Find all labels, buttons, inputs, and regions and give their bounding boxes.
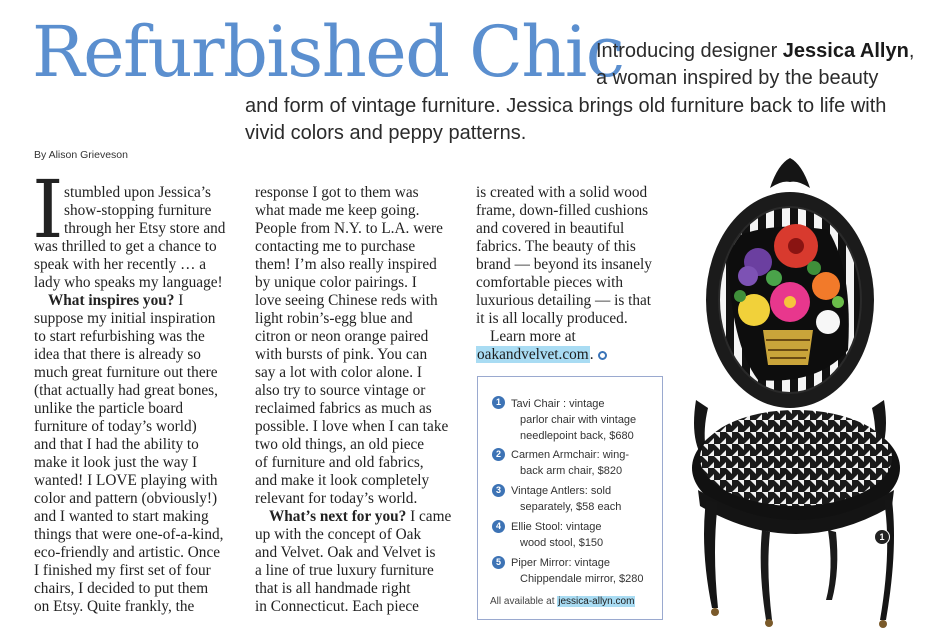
number-badge-icon: 2 bbox=[492, 448, 505, 461]
product-text bbox=[511, 396, 636, 444]
product-line: Vintage Antlers: sold bbox=[511, 485, 612, 497]
product-line: Carmen Armchair: wing- bbox=[511, 449, 629, 461]
chair-crest bbox=[770, 158, 810, 188]
product-line: Tavi Chair : vintage bbox=[511, 398, 605, 410]
text-line: with bursts of pink. You can bbox=[255, 346, 428, 363]
text-line: in Connecticut. Each piece bbox=[255, 598, 419, 615]
product-line: parlor chair with vintage bbox=[520, 414, 637, 426]
text-line: and covered in beautiful bbox=[476, 220, 625, 237]
product-text bbox=[511, 555, 644, 587]
text: . bbox=[589, 346, 594, 363]
number-badge-icon: 5 bbox=[492, 556, 505, 569]
intro-line-2: a woman inspired by the beauty bbox=[596, 67, 879, 89]
learn-more-text: Learn more at bbox=[490, 328, 576, 345]
text-line: reclaimed fabrics as much as bbox=[255, 400, 432, 417]
text-line: it is all locally produced. bbox=[476, 310, 628, 327]
text-line: fabrics. The beauty of this bbox=[476, 238, 636, 255]
sidebar-footer bbox=[490, 596, 635, 607]
text-line: light robin’s-egg blue and bbox=[255, 310, 413, 327]
text-line: wanted! I LOVE playing with bbox=[34, 472, 218, 489]
intro-text: Introducing designer bbox=[596, 40, 783, 62]
text-line: much great furniture out there bbox=[34, 364, 218, 381]
jessica-allyn-link[interactable]: jessica-allyn.com bbox=[558, 596, 635, 607]
intro-line-3: and form of vintage furniture. Jessica brings old furniture back to life with bbox=[245, 95, 887, 117]
question-heading: What’s next for you? bbox=[269, 508, 407, 525]
article-column-2 bbox=[255, 184, 460, 616]
product-line: Ellie Stool: vintage bbox=[511, 521, 602, 533]
link-circle-icon bbox=[598, 351, 607, 360]
text-line: eco-friendly and artistic. Once bbox=[34, 544, 221, 561]
byline: By Alison Grieveson bbox=[34, 149, 128, 161]
text-line: show-stopping furniture bbox=[64, 202, 212, 219]
article-column-1 bbox=[34, 184, 234, 616]
text-line: and I wanted to start making bbox=[34, 508, 209, 525]
text-line: furniture of today’s world) bbox=[34, 418, 197, 435]
footer-text: All available at bbox=[490, 596, 558, 607]
text-line: citron or neon orange paired bbox=[255, 328, 429, 345]
intro-text: , bbox=[908, 40, 915, 62]
oakandvelvet-link[interactable]: oakandvelvet.com bbox=[477, 346, 589, 363]
product-line: needlepoint back, $680 bbox=[520, 430, 634, 442]
drop-cap: I bbox=[32, 163, 64, 256]
text-line: also try to source vintage or bbox=[255, 382, 426, 399]
text-line: by unique color pairings. I bbox=[255, 274, 417, 291]
text-line: what made me keep going. bbox=[255, 202, 420, 219]
text-line: chairs, I decided to put them bbox=[34, 580, 209, 597]
intro-line-1 bbox=[596, 38, 914, 65]
product-line: back arm chair, $820 bbox=[520, 465, 623, 477]
text-line: idea that there is already so bbox=[34, 346, 201, 363]
text-line: possible. I love when I can take bbox=[255, 418, 449, 435]
text-line: comfortable pieces with bbox=[476, 274, 623, 291]
text-line: response I got to them was bbox=[255, 184, 419, 201]
text-line: make it look just the way I bbox=[34, 454, 198, 471]
chair-photo bbox=[678, 150, 914, 630]
text-line: and make it look completely bbox=[255, 472, 430, 489]
product-line: separately, $58 each bbox=[520, 501, 622, 513]
text-line: through her Etsy store and bbox=[64, 220, 226, 237]
text-line: (that actually had great bones, bbox=[34, 382, 218, 399]
link-line bbox=[476, 346, 666, 364]
article-column-3 bbox=[476, 184, 666, 364]
text-line: them! I’m also really inspired bbox=[255, 256, 437, 273]
number-badge-icon: 3 bbox=[492, 484, 505, 497]
text-line: frame, down-filled cushions bbox=[476, 202, 649, 219]
text-line: unlike the particle board bbox=[34, 400, 184, 417]
text-line: that is all handmade right bbox=[255, 580, 411, 597]
text-line: two old things, an old piece bbox=[255, 436, 425, 453]
text-line: luxurious detailing — is that bbox=[476, 292, 652, 309]
product-text bbox=[511, 447, 629, 479]
product-line: wood stool, $150 bbox=[520, 537, 604, 549]
text-line: was thrilled to get a chance to bbox=[34, 238, 217, 255]
designer-name: Jessica Allyn bbox=[782, 40, 909, 62]
text-line: and that I had the ability to bbox=[34, 436, 199, 453]
page-title: Refurbished Chic bbox=[32, 11, 624, 93]
text-line: to start refurbishing was the bbox=[34, 328, 205, 345]
chair-number-badge: 1 bbox=[874, 529, 890, 545]
product-sidebar bbox=[477, 376, 663, 620]
text-line: things that were one-of-a-kind, bbox=[34, 526, 224, 543]
text-line: stumbled upon Jessica’s bbox=[64, 184, 212, 201]
text-line: love seeing Chinese reds with bbox=[255, 292, 438, 309]
text-line: People from N.Y. to L.A. were bbox=[255, 220, 443, 237]
number-badge-icon: 4 bbox=[492, 520, 505, 533]
question-line bbox=[255, 508, 460, 526]
text-line: suppose my initial inspiration bbox=[34, 310, 216, 327]
product-text bbox=[511, 519, 603, 551]
text-line: relevant for today’s world. bbox=[255, 490, 418, 507]
text-line: say a lot with color alone. I bbox=[255, 364, 422, 381]
text-line: contacting me to purchase bbox=[255, 238, 416, 255]
text: I came bbox=[406, 508, 452, 525]
product-line: Chippendale mirror, $280 bbox=[520, 573, 644, 585]
product-text bbox=[511, 483, 621, 515]
text-line: color and pattern (obviously!) bbox=[34, 490, 218, 507]
text: I bbox=[174, 292, 184, 309]
question-heading: What inspires you? bbox=[48, 292, 175, 309]
text-line: up with the concept of Oak bbox=[255, 526, 422, 543]
text-line: is created with a solid wood bbox=[476, 184, 648, 201]
text-line: on Etsy. Quite frankly, the bbox=[34, 598, 195, 615]
text-line: of furniture and old fabrics, bbox=[255, 454, 424, 471]
text-line: lady who speaks my language! bbox=[34, 274, 223, 291]
text-line: brand — beyond its insanely bbox=[476, 256, 652, 273]
number-badge-icon: 1 bbox=[492, 396, 505, 409]
text-line: and Velvet. Oak and Velvet is bbox=[255, 544, 436, 561]
text-line: I finished my first set of four bbox=[34, 562, 211, 579]
question-line bbox=[34, 292, 234, 310]
product-line: Piper Mirror: vintage bbox=[511, 557, 611, 569]
text-line: a line of true luxury furniture bbox=[255, 562, 434, 579]
intro-line-4: vivid colors and peppy patterns. bbox=[245, 122, 527, 144]
text-line: speak with her recently … a bbox=[34, 256, 207, 273]
